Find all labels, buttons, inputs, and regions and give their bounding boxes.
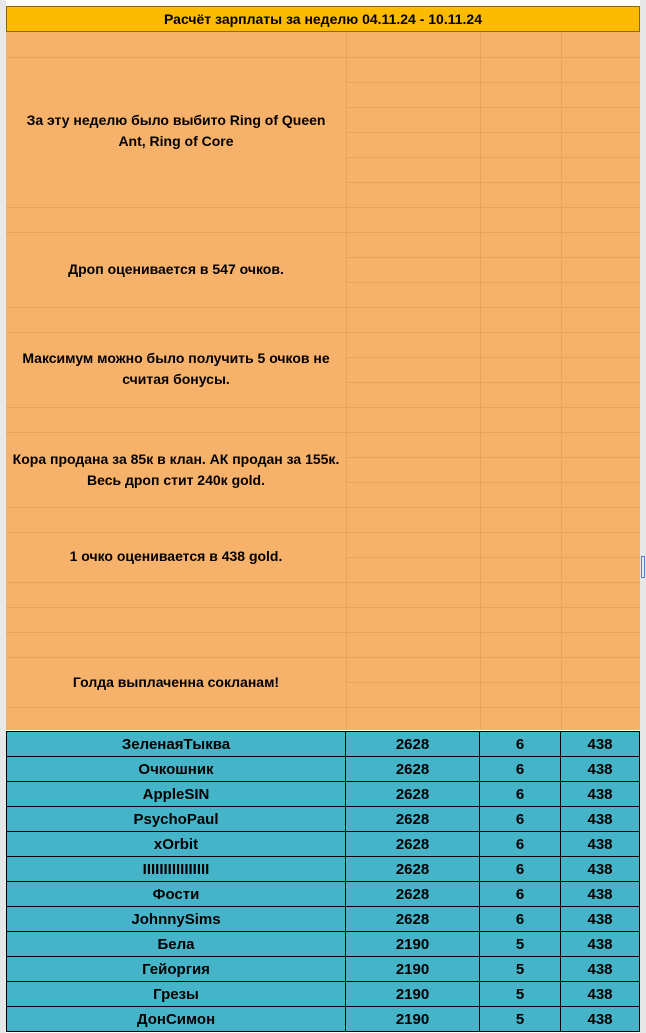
rate-cell[interactable]: 438 xyxy=(561,1007,640,1032)
grid-hline xyxy=(6,307,640,308)
gold-total-cell[interactable]: 2190 xyxy=(346,932,480,957)
grid-hline xyxy=(6,207,640,208)
selection-marker xyxy=(641,556,645,578)
grid-hline xyxy=(346,132,640,133)
player-name-cell[interactable]: IIIIIIIIIIIIIIII xyxy=(6,857,346,882)
points-cell[interactable]: 5 xyxy=(480,932,561,957)
note-cell-3[interactable]: Максимум можно было получить 5 очков не считая бонусы. xyxy=(22,350,330,387)
player-name-cell[interactable]: Фости xyxy=(6,882,346,907)
grid-hline xyxy=(6,582,640,583)
note-cell-5[interactable]: 1 очко оценивается в 438 gold. xyxy=(69,548,283,564)
grid-hline xyxy=(6,607,640,608)
points-cell[interactable]: 6 xyxy=(480,907,561,932)
table-row xyxy=(6,732,640,757)
table-row xyxy=(6,857,640,882)
grid-hline xyxy=(6,657,640,658)
table-row xyxy=(6,1007,640,1032)
grid-hline xyxy=(6,232,640,233)
grid-hline xyxy=(346,107,640,108)
grid-hline xyxy=(6,632,640,633)
grid-hline xyxy=(6,507,640,508)
rate-cell[interactable]: 438 xyxy=(561,932,640,957)
gold-total-cell[interactable]: 2628 xyxy=(346,882,480,907)
grid-hline xyxy=(6,407,640,408)
rate-cell[interactable]: 438 xyxy=(561,907,640,932)
points-cell[interactable]: 6 xyxy=(480,882,561,907)
player-name-cell[interactable]: Очкошник xyxy=(6,757,346,782)
table-row xyxy=(6,832,640,857)
grid-hline xyxy=(346,82,640,83)
note-cell-2[interactable]: Дроп оценивается в 547 очков. xyxy=(68,261,284,277)
player-name-cell[interactable]: PsychoPaul xyxy=(6,807,346,832)
right-scroll-edge[interactable] xyxy=(640,0,646,1033)
grid-hline xyxy=(346,182,640,183)
grid-hline xyxy=(346,682,640,683)
note-cell-6[interactable]: Голда выплаченна сокланам! xyxy=(72,674,280,690)
gold-total-cell[interactable]: 2190 xyxy=(346,957,480,982)
gold-total-cell[interactable]: 2628 xyxy=(346,857,480,882)
player-name-cell[interactable]: xOrbit xyxy=(6,832,346,857)
grid-hline xyxy=(346,282,640,283)
player-name-cell[interactable]: AppleSIN xyxy=(6,782,346,807)
grid-hline xyxy=(6,332,640,333)
rate-cell[interactable]: 438 xyxy=(561,757,640,782)
grid-vline xyxy=(480,32,481,730)
player-name-cell[interactable]: Бела xyxy=(6,932,346,957)
grid-hline xyxy=(346,382,640,383)
points-cell[interactable]: 6 xyxy=(480,732,561,757)
table-row xyxy=(6,982,640,1007)
grid-vline xyxy=(346,32,347,730)
rate-cell[interactable]: 438 xyxy=(561,982,640,1007)
player-name-cell[interactable]: Грезы xyxy=(6,982,346,1007)
gold-total-cell[interactable]: 2190 xyxy=(346,1007,480,1032)
rate-cell[interactable]: 438 xyxy=(561,807,640,832)
grid-hline xyxy=(346,257,640,258)
rate-cell[interactable]: 438 xyxy=(561,782,640,807)
gold-total-cell[interactable]: 2628 xyxy=(346,807,480,832)
points-cell[interactable]: 5 xyxy=(480,982,561,1007)
gold-total-cell[interactable]: 2628 xyxy=(346,782,480,807)
grid-hline xyxy=(346,557,640,558)
grid-vline xyxy=(561,32,562,730)
grid-hline xyxy=(6,432,640,433)
grid-hline xyxy=(346,357,640,358)
grid-hline xyxy=(6,57,640,58)
points-cell[interactable]: 6 xyxy=(480,857,561,882)
gold-total-cell[interactable]: 2190 xyxy=(346,982,480,1007)
points-cell[interactable]: 6 xyxy=(480,757,561,782)
table-row xyxy=(6,882,640,907)
grid-hline xyxy=(6,707,640,708)
table-row xyxy=(6,782,640,807)
points-cell[interactable]: 5 xyxy=(480,1007,561,1032)
player-name-cell[interactable]: Гейоргия xyxy=(6,957,346,982)
grid-hline xyxy=(346,157,640,158)
grid-hline xyxy=(346,457,640,458)
table-row xyxy=(6,757,640,782)
rate-cell[interactable]: 438 xyxy=(561,732,640,757)
note-cell-4[interactable]: Кора продана за 85к в клан. АК продан за 155к. Весь дроп стит 240к gold. xyxy=(12,451,340,488)
points-cell[interactable]: 6 xyxy=(480,782,561,807)
player-name-cell[interactable]: ДонСимон xyxy=(6,1007,346,1032)
rate-cell[interactable]: 438 xyxy=(561,957,640,982)
player-name-cell[interactable]: JohnnySims xyxy=(6,907,346,932)
rate-cell[interactable]: 438 xyxy=(561,832,640,857)
rate-cell[interactable]: 438 xyxy=(561,882,640,907)
grid-hline xyxy=(6,532,640,533)
gold-total-cell[interactable]: 2628 xyxy=(346,907,480,932)
gold-total-cell[interactable]: 2628 xyxy=(346,757,480,782)
points-cell[interactable]: 6 xyxy=(480,832,561,857)
table-row xyxy=(6,807,640,832)
sheet-title-cell[interactable] xyxy=(6,6,640,32)
gold-total-cell[interactable]: 2628 xyxy=(346,732,480,757)
sheet-title: Расчёт зарплаты за неделю 04.11.24 - 10.11.24 xyxy=(164,11,482,27)
table-row xyxy=(6,932,640,957)
player-name-cell[interactable]: ЗеленаяТыква xyxy=(6,732,346,757)
grid-hline xyxy=(346,482,640,483)
table-row xyxy=(6,957,640,982)
note-cell-1[interactable]: За эту неделю было выбито Ring of Queen Ant, Ring of Core xyxy=(26,112,326,149)
points-cell[interactable]: 5 xyxy=(480,957,561,982)
rate-cell[interactable]: 438 xyxy=(561,857,640,882)
gold-total-cell[interactable]: 2628 xyxy=(346,832,480,857)
points-cell[interactable]: 6 xyxy=(480,807,561,832)
table-row xyxy=(6,907,640,932)
